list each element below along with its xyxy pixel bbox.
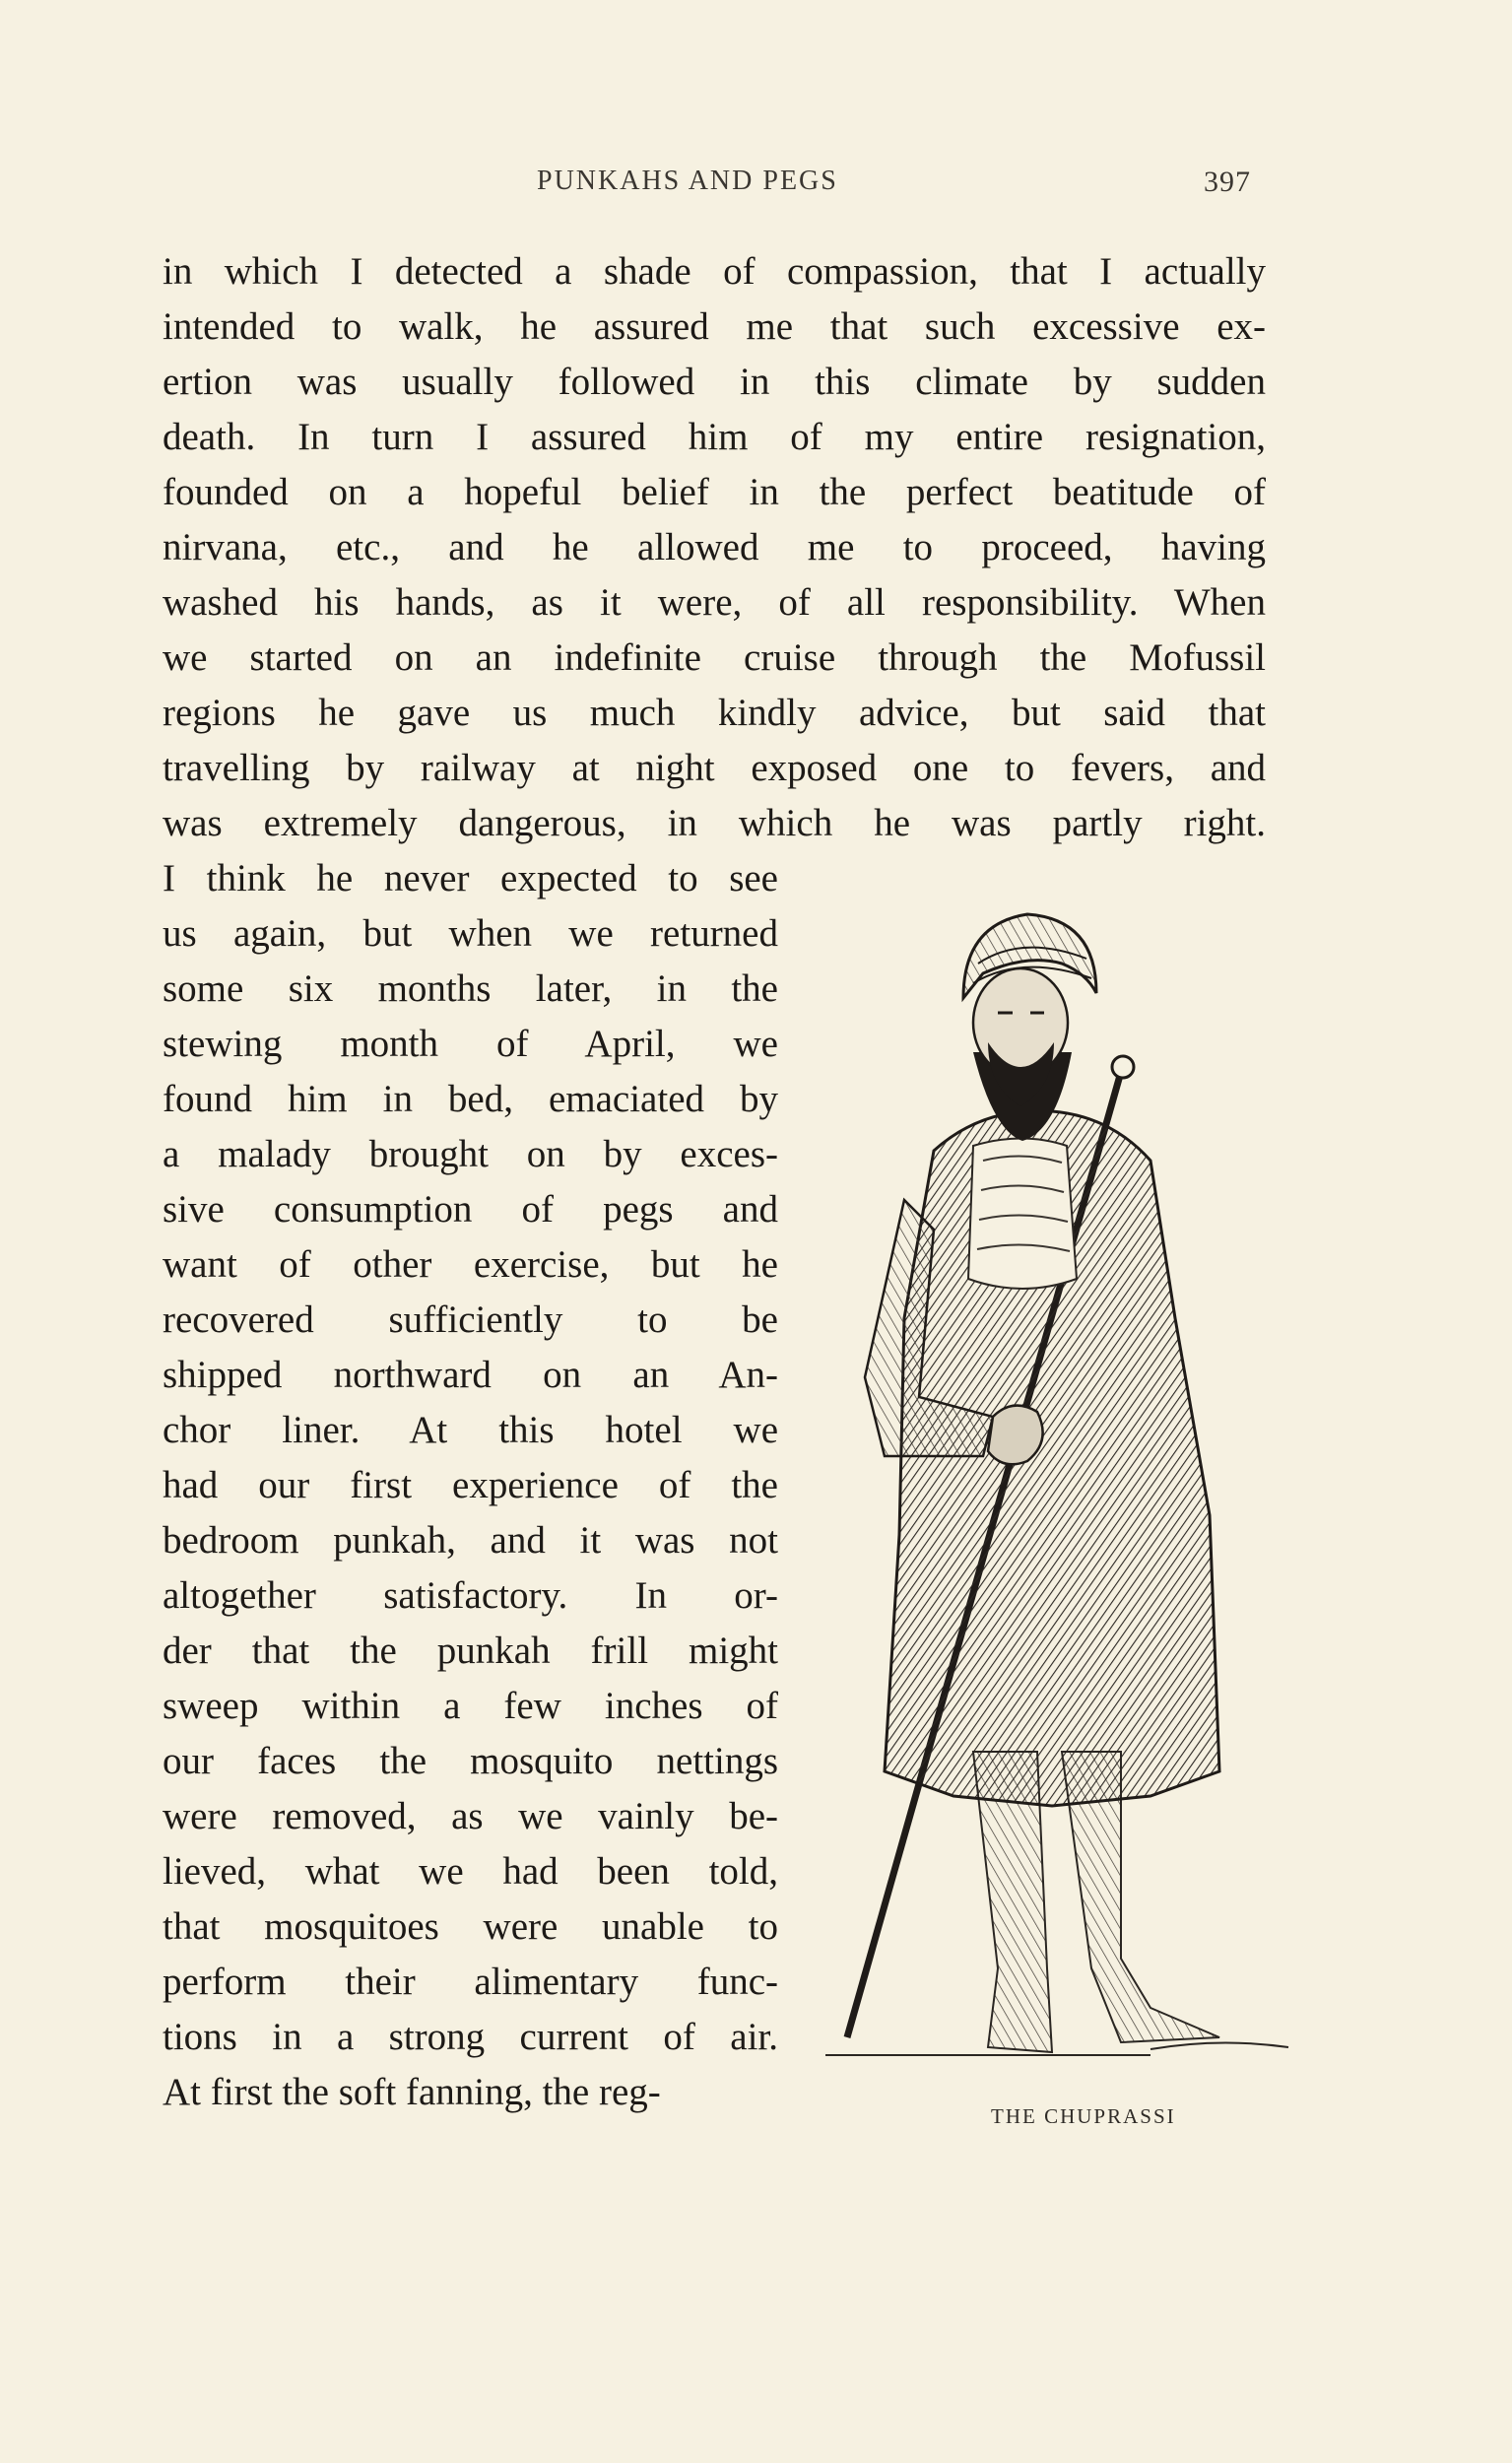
text-line: bedroom punkah, and it was not (163, 1519, 778, 1562)
text-line: stewing month of April, we (163, 1023, 778, 1065)
running-title: PUNKAHS AND PEGS (537, 166, 838, 196)
text-line: travelling by railway at night exposed one to fevers, and (163, 747, 1266, 789)
figure-caption: THE CHUPRASSI (991, 2104, 1176, 2128)
text-line: lieved, what we had been told, (163, 1850, 778, 1893)
text-line: sweep within a few inches of (163, 1685, 778, 1727)
text-line: recovered sufficiently to be (163, 1298, 778, 1341)
text-line: I think he never expected to see (163, 857, 778, 899)
chuprassi-illustration (825, 904, 1328, 2067)
text-line: had our first experience of the (163, 1464, 778, 1506)
text-line: us again, but when we returned (163, 912, 778, 955)
text-line: nirvana, etc., and he allowed me to proceed, having (163, 526, 1266, 568)
text-line: At first the soft fanning, the reg- (163, 2071, 661, 2113)
text-line: a malady brought on by exces- (163, 1133, 778, 1175)
text-line: want of other exercise, but he (163, 1243, 778, 1286)
text-line: chor liner. At this hotel we (163, 1409, 778, 1451)
text-line: was extremely dangerous, in which he was partly right. (163, 802, 1266, 844)
text-line: our faces the mosquito nettings (163, 1740, 778, 1782)
text-line: we started on an indefinite cruise through the Mofussil (163, 636, 1266, 679)
text-line: sive consumption of pegs and (163, 1188, 778, 1231)
text-line: der that the punkah frill might (163, 1630, 778, 1672)
text-line: shipped northward on an An- (163, 1354, 778, 1396)
text-line: ertion was usually followed in this climate by sudden (163, 361, 1266, 403)
running-head (0, 166, 1512, 205)
text-line: death. In turn I assured him of my entire resignation, (163, 416, 1266, 458)
text-line: in which I detected a shade of compassion, that I actually (163, 250, 1266, 293)
text-line: tions in a strong current of air. (163, 2016, 778, 2058)
page-number: 397 (1204, 166, 1251, 198)
text-line: some six months later, in the (163, 967, 778, 1010)
text-line: intended to walk, he assured me that such excessive ex- (163, 305, 1266, 348)
text-line: founded on a hopeful belief in the perfect beatitude of (163, 471, 1266, 513)
text-line: found him in bed, emaciated by (163, 1078, 778, 1120)
text-line: regions he gave us much kindly advice, but said that (163, 692, 1266, 734)
text-line: that mosquitoes were unable to (163, 1905, 778, 1948)
text-line: altogether satisfactory. In or- (163, 1574, 778, 1617)
text-line: perform their alimentary func- (163, 1961, 778, 2003)
text-line: washed his hands, as it were, of all responsibility. When (163, 581, 1266, 624)
text-line: were removed, as we vainly be- (163, 1795, 778, 1837)
